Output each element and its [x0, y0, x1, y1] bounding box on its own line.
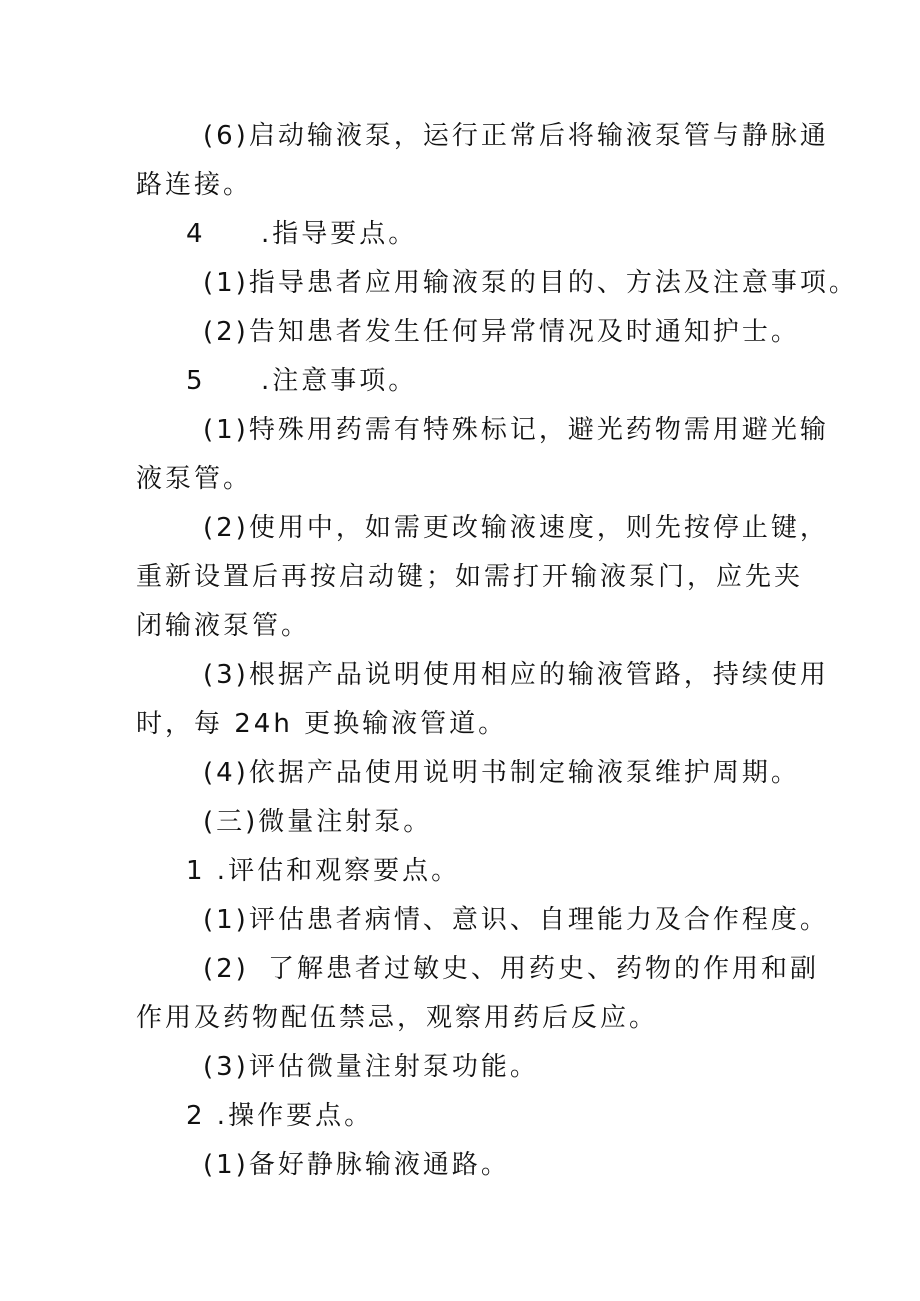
text-line-assessment-2-cont: 作用及药物配伍禁忌，观察用药后反应。 [136, 1003, 659, 1033]
text-line-operation-1: (1)备好静脉输液通路。 [203, 1150, 510, 1180]
section-heading-syringe-pump: (三)微量注射泵。 [203, 807, 433, 837]
section-heading-guidance: .指导要点。 [261, 219, 418, 249]
text-line-step-6-cont: 路连接。 [136, 170, 253, 200]
text-line-guidance-1: (1)指导患者应用输液泵的目的、方法及注意事项。 [203, 268, 858, 298]
section-heading-operation: 2 .操作要点。 [186, 1101, 374, 1131]
text-line-assessment-1: (1)评估患者病情、意识、自理能力及合作程度。 [203, 905, 829, 935]
section-number-4: 4 [186, 219, 206, 249]
text-line-notes-3-cont: 时，每 24h 更换输液管道。 [136, 709, 508, 739]
text-line-assessment-2-number: (2) [203, 954, 249, 984]
text-line-guidance-2: (2)告知患者发生任何异常情况及时通知护士。 [203, 317, 800, 347]
text-line-notes-2-cont2: 闭输液泵管。 [136, 611, 311, 641]
section-heading-notes: .注意事项。 [261, 366, 418, 396]
text-line-notes-2-cont: 重新设置后再按启动键；如需打开输液泵门，应先夹 [136, 562, 804, 592]
text-line-notes-1-cont: 液泵管。 [136, 464, 253, 494]
text-line-assessment-3: (3)评估微量注射泵功能。 [203, 1052, 539, 1082]
text-line-notes-3: (3)根据产品说明使用相应的输液管路，持续使用 [203, 660, 829, 690]
text-line-assessment-2: 了解患者过敏史、用药史、药物的作用和副 [268, 954, 820, 984]
text-line-notes-2: (2)使用中，如需更改输液速度，则先按停止键， [203, 513, 829, 543]
section-heading-assessment: 1 .评估和观察要点。 [186, 856, 461, 886]
text-line-notes-1: (1)特殊用药需有特殊标记，避光药物需用避光输 [203, 415, 829, 445]
text-line-notes-4: (4)依据产品使用说明书制定输液泵维护周期。 [203, 758, 800, 788]
section-number-5: 5 [186, 366, 206, 396]
text-line-step-6: (6)启动输液泵，运行正常后将输液泵管与静脉通 [203, 121, 829, 151]
